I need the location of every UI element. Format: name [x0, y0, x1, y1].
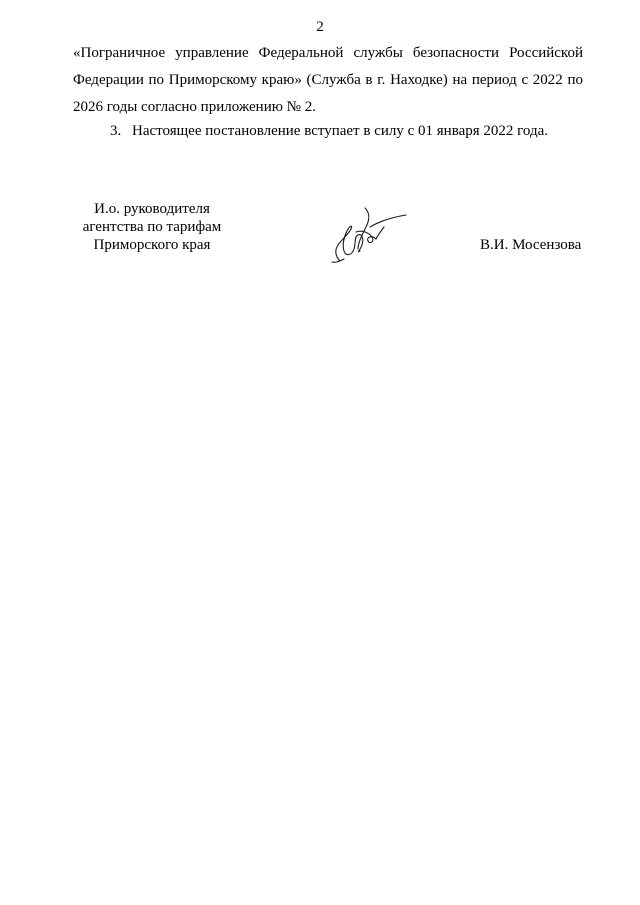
paragraph-line-2: Федерации по Приморскому краю» (Служба в г. Находке) на период с 2022 по [73, 72, 583, 88]
paragraph-effective-date [110, 121, 548, 141]
paragraph-line-3: 2026 годы согласно приложению № 2. [73, 99, 316, 115]
paragraph-line-1: «Пограничное управление Федеральной службы безопасности Российской [73, 45, 583, 61]
handwritten-signature [318, 205, 413, 265]
signer-position [72, 200, 232, 254]
paragraph-continuation [73, 40, 583, 121]
paragraph-number: 3. [110, 123, 122, 139]
signer-position-line-2: агентства по тарифам [82, 219, 222, 235]
page-number: 2 [316, 19, 324, 35]
signer-position-line-1: И.о. руководителя [94, 201, 210, 217]
signer-position-line-3: Приморского края [93, 237, 211, 253]
signer-name: В.И. Мосензова [480, 237, 582, 253]
paragraph-text: Настоящее постановление вступает в силу с 01 января 2022 года. [132, 123, 549, 139]
